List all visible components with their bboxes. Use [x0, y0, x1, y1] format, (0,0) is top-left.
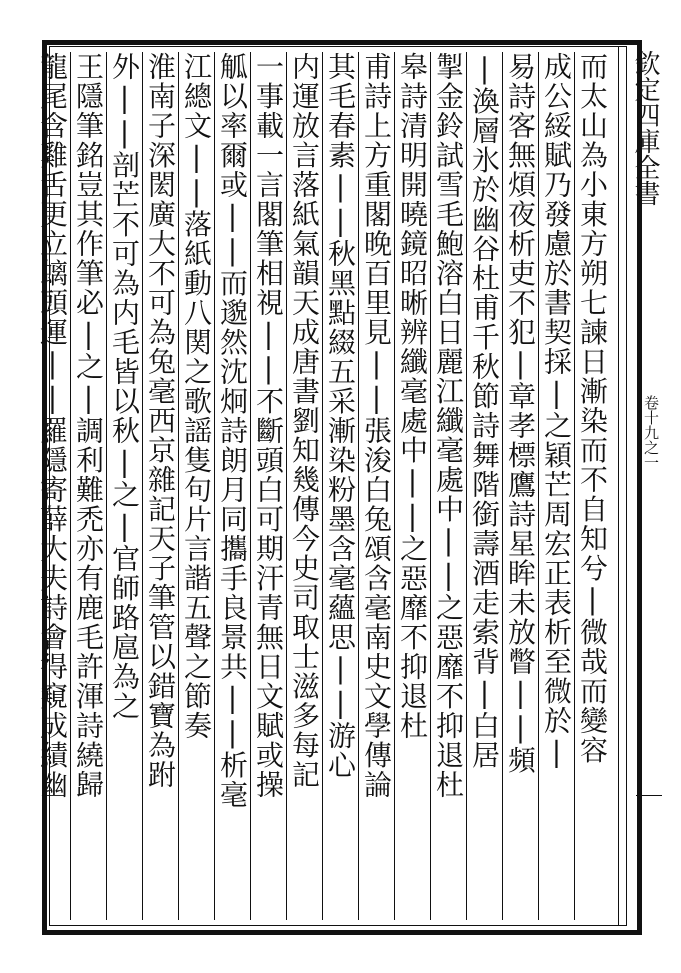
text-column-7: 甫詩上方重閣晚百里見||張浚白兔頌含毫南史文學傳論 — [360, 52, 393, 800]
text-column-12: 江總文||落紙動八関之歌謡隻句片言諧五聲之節奏 — [180, 52, 213, 741]
text-column-1: 而太山為小東方朔七諫日漸染而不自知兮|微哉而變容 — [576, 52, 609, 765]
text-column-16: 龍尾含雞舌更立螭頭運||羅隱寄薛大夫詩會得窺成績幽 — [36, 52, 69, 800]
text-column-10: 一事載一言閣筆相視||不斷頭白可期汗青無日文賦或操 — [252, 52, 285, 800]
text-column-4: |渙層氷於幽谷杜甫千秋節詩舞階銜壽酒走索背|白居 — [468, 52, 501, 770]
text-column-13: 淮南子深閎廣大不可為兔毫西京雜記天子筆管以錯寶為跗 — [144, 52, 177, 790]
text-column-3: 易詩客無煩夜析吏不犯|章孝標鷹詩星眸未放瞥||頻 — [504, 52, 537, 775]
text-column-8: 其毛春素||秋黑點綴五采漸染粉墨含毫蘊思||游心 — [324, 52, 357, 780]
book-title: 欽定四庫全書 — [630, 50, 660, 206]
text-column-6: 皋詩清明開曉鏡昭晰辨纖毫處中||之惡靡不抑退杜 — [396, 52, 429, 741]
text-column-14: 外||剖芒不可為内毛皆以秋|之|官師路扈為之 — [108, 52, 141, 721]
text-column-11: 觚以率爾或||而邈然沈炯詩朗月同攜手良景共||析毫 — [216, 52, 249, 810]
fish-tail-mark — [636, 795, 662, 796]
text-column-15: 王隱筆銘豈其作筆必|之|調利難禿亦有鹿毛許渾詩繞歸 — [72, 52, 105, 800]
text-column-2: 成公綏賦乃發慮於書契採|之穎芒周宏正表析至微於| — [540, 52, 573, 770]
volume-number: 卷十九之一 — [642, 395, 660, 470]
text-column-9: 内運放言落紙氣韻天成唐書劉知幾傳今史司取士滋多每記 — [288, 52, 321, 790]
text-column-5: 掣金鈴試雪毛鮑溶白日麗江纖毫處中||之惡靡不抑退杜 — [432, 52, 465, 800]
